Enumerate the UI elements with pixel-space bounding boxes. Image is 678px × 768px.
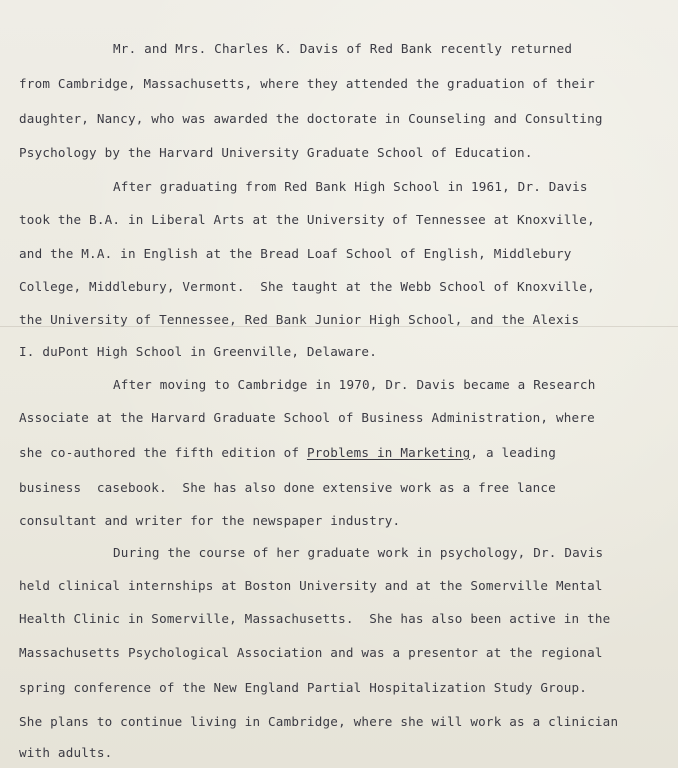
paragraph-2-line-3: and the M.A. in English at the Bread Loaf School of English, Middlebury bbox=[19, 246, 572, 261]
paragraph-2-line-2: took the B.A. in Liberal Arts at the University of Tennessee at Knoxville, bbox=[19, 212, 595, 227]
book-title-underlined: Problems in Marketing bbox=[306, 445, 471, 460]
paragraph-1-line-2: from Cambridge, Massachusetts, where they attended the graduation of their bbox=[19, 76, 595, 91]
line-text-after-title: , a leading bbox=[470, 445, 556, 460]
paragraph-1-line-3: daughter, Nancy, who was awarded the doctorate in Counseling and Consulting bbox=[19, 111, 603, 126]
paragraph-3-line-2: Associate at the Harvard Graduate School of Business Administration, where bbox=[19, 410, 595, 425]
paragraph-4-line-2: held clinical internships at Boston University and at the Somerville Mental bbox=[19, 578, 603, 593]
paragraph-2-line-6: I. duPont High School in Greenville, Delaware. bbox=[19, 344, 377, 359]
paragraph-4-line-6: She plans to continue living in Cambridge, where she will work as a clinician bbox=[19, 714, 619, 729]
paragraph-2-line-5: the University of Tennessee, Red Bank Junior High School, and the Alexis bbox=[19, 312, 580, 327]
paragraph-3-line-5: consultant and writer for the newspaper industry. bbox=[19, 513, 401, 528]
paragraph-4-line-4: Massachusetts Psychological Association and was a presentor at the regional bbox=[19, 645, 603, 660]
paragraph-3-line-1: After moving to Cambridge in 1970, Dr. Davis became a Research bbox=[113, 377, 596, 392]
paragraph-3-line-3 bbox=[19, 445, 556, 461]
paragraph-3-line-4: business casebook. She has also done extensive work as a free lance bbox=[19, 480, 556, 495]
paragraph-2-line-4: College, Middlebury, Vermont. She taught at the Webb School of Knoxville, bbox=[19, 279, 595, 294]
paragraph-1-line-1: Mr. and Mrs. Charles K. Davis of Red Bank recently returned bbox=[113, 41, 573, 56]
line-text-before-title: she co-authored the fifth edition of bbox=[19, 445, 307, 460]
paragraph-4-line-5: spring conference of the New England Partial Hospitalization Study Group. bbox=[19, 680, 588, 695]
paragraph-4-line-3: Health Clinic in Somerville, Massachusetts. She has also been active in the bbox=[19, 611, 611, 626]
paragraph-4-line-1: During the course of her graduate work in psychology, Dr. Davis bbox=[113, 545, 604, 560]
paragraph-4-line-7: with adults. bbox=[19, 745, 113, 760]
paragraph-2-line-1: After graduating from Red Bank High School in 1961, Dr. Davis bbox=[113, 179, 588, 194]
paragraph-1-line-4: Psychology by the Harvard University Graduate School of Education. bbox=[19, 145, 533, 160]
